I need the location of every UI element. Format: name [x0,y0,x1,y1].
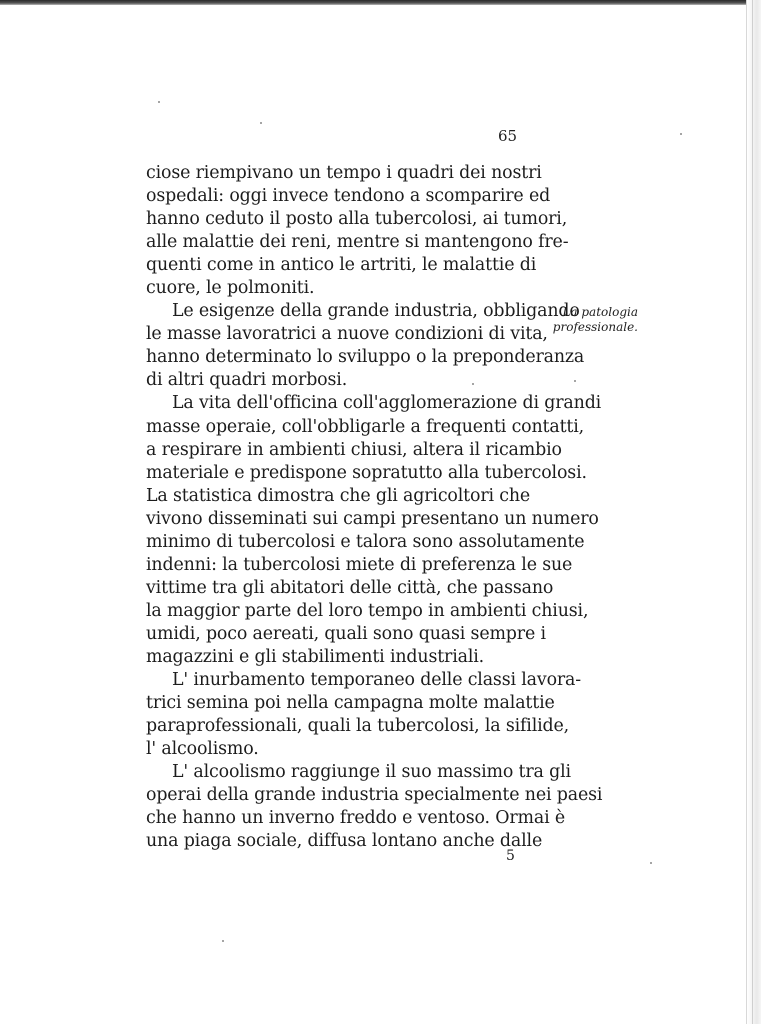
text-line: indenni: la tubercolosi miete di preferenza le sue [146,554,573,575]
page-right-edge [746,0,761,1024]
text-line: ciose riempivano un tempo i quadri dei nostri [146,163,542,183]
text-line: masse operaie, coll'obbligarle a frequenti contatti, [146,416,585,437]
page-edge-line [752,0,753,1024]
text-line: trici semina poi nella campagna molte malattie [146,693,555,714]
text-line: cuore, le polmoniti. [146,278,315,299]
text-line: operai della grande industria specialmente nei paesi [146,785,603,806]
text-line: una piaga sociale, diffusa lontano anche dalle [146,831,543,852]
text-line: hanno ceduto il posto alla tubercolosi, ai tumori, [146,209,568,230]
text-line: L' alcoolismo raggiunge il suo massimo tra gli [172,762,571,783]
text-line: La vita dell'officina coll'agglomerazione di grandi [172,393,602,414]
text-line: vittime tra gli abitatori delle città, che passano [146,577,554,598]
paper-speck [472,383,474,385]
text-line: alle malattie dei reni, mentre si mantengono fre- [146,232,569,253]
paper-speck [158,101,160,103]
paper-speck [260,122,262,124]
paper-speck [680,133,682,135]
paper-speck [222,940,224,942]
text-line: hanno determinato lo sviluppo o la preponderanza [146,347,585,368]
page-number: 65 [498,127,518,145]
signature-mark: 5 [506,848,515,864]
text-line: Le esigenze della grande industria, obbligando [172,301,580,322]
text-line: L' inurbamento temporaneo delle classi lavora- [172,670,582,691]
text-line: quenti come in antico le artriti, le malattie di [146,255,537,276]
text-line: le masse lavoratrici a nuove condizioni di vita, [146,324,548,345]
text-line: umidi, poco aereati, quali sono quasi sempre i [146,623,546,644]
text-line: a respirare in ambienti chiusi, altera il ricambio [146,439,562,460]
text-line: la maggior parte del loro tempo in ambienti chiusi, [146,600,589,621]
paper-speck [574,380,576,382]
text-line: materiale e predispone sopratutto alla tubercolosi. [146,462,587,483]
margin-note-line: professionale. [552,320,638,334]
text-line: paraprofessionali, quali la tubercolosi, la sifilide, [146,716,570,737]
paper-speck [650,862,652,864]
text-line: magazzini e gli stabilimenti industriali. [146,646,485,667]
text-line: che hanno un inverno freddo e ventoso. Ormai è [146,808,566,829]
page-top-border [0,0,761,5]
text-line: minimo di tubercolosi e talora sono assolutamente [146,531,585,552]
text-line: di altri quadri morbosi. [146,370,348,391]
margin-note-line: La patologia [562,305,638,319]
text-line: La statistica dimostra che gli agricoltori che [146,485,531,506]
text-line: l' alcoolismo. [146,739,259,760]
text-line: vivono disseminati sui campi presentano un numero [146,508,599,529]
text-line: ospedali: oggi invece tendono a scomparire ed [146,186,551,207]
